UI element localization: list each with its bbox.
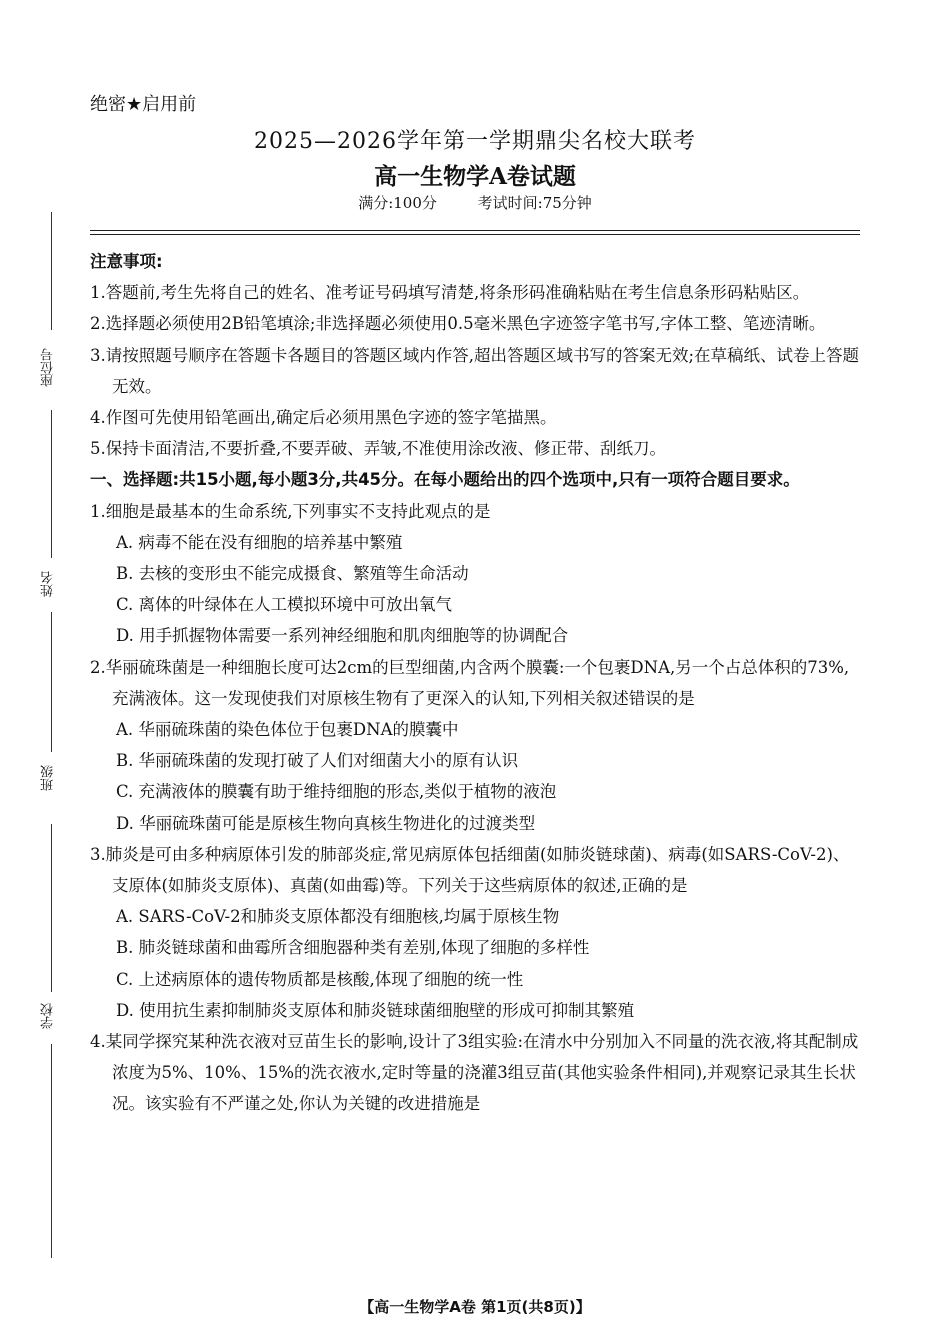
notice-item: 1.答题前,考生先将自己的姓名、准考证号码填写清楚,将条形码准确粘贴在考生信息条形码粘贴区。 bbox=[90, 283, 810, 303]
binding-line bbox=[51, 612, 52, 752]
question-stem: 1.细胞是最基本的生命系统,下列事实不支持此观点的是 bbox=[90, 501, 491, 521]
question-option: B. 去核的变形虫不能完成摄食、繁殖等生命活动 bbox=[116, 564, 469, 584]
full-score: 满分:100分 bbox=[358, 194, 437, 212]
paper-title: 高一生物学A卷试题 bbox=[374, 163, 576, 190]
notice-item: 2.选择题必须使用2B铅笔填涂;非选择题必须使用0.5毫米黑色字迹签字笔书写,字体工整、笔迹清晰。 bbox=[90, 314, 826, 334]
question-option: C. 上述病原体的遗传物质都是核酸,体现了细胞的统一性 bbox=[116, 969, 524, 989]
exam-title: 2025—2026学年第一学期鼎尖名校大联考 bbox=[254, 129, 696, 154]
question-stem: 3.肺炎是可由多种病原体引发的肺部炎症,常见病原体包括细菌(如肺炎链球菌)、病毒(如SARS-CoV-2)、支原体(如肺炎支原体)、真菌(如曲霉)等。下列关于这些病原体的叙述,正确的是 bbox=[90, 844, 850, 896]
question-option: D. 用手抓握物体需要一系列神经细胞和肌肉细胞等的协调配合 bbox=[116, 626, 569, 646]
exam-content bbox=[90, 246, 860, 1120]
notice-item: 3.请按照题号顺序在答题卡各题目的答题区域内作答,超出答题区域书写的答案无效;在草稿纸、试卷上答题无效。 bbox=[90, 345, 860, 396]
binding-line bbox=[51, 1044, 52, 1258]
question-option: B. 华丽硫珠菌的发现打破了人们对细菌大小的原有认识 bbox=[116, 751, 519, 771]
notice-title: 注意事项: bbox=[90, 252, 163, 271]
question-option: D. 使用抗生素抑制肺炎支原体和肺炎链球菌细胞壁的形成可抑制其繁殖 bbox=[116, 1000, 635, 1020]
question-option: B. 肺炎链球菌和曲霉所含细胞器种类有差别,体现了细胞的多样性 bbox=[116, 938, 590, 958]
school-label: 学校 bbox=[41, 1003, 56, 1029]
binding-line bbox=[51, 824, 52, 992]
question-option: C. 离体的叶绿体在人工模拟环境中可放出氧气 bbox=[116, 595, 453, 615]
question-option: C. 充满液体的膜囊有助于维持细胞的形态,类似于植物的液泡 bbox=[116, 782, 557, 802]
header-divider-thin bbox=[90, 234, 860, 235]
seat-number-label: 座位号 bbox=[41, 348, 56, 388]
page-footer: 【高一生物学A卷 第1页(共8页)】 bbox=[359, 1298, 591, 1316]
header-divider bbox=[90, 230, 860, 231]
question-option: A. 病毒不能在没有细胞的培养基中繁殖 bbox=[116, 532, 403, 552]
binding-line bbox=[51, 410, 52, 558]
confidential-label: 绝密★启用前 bbox=[90, 94, 197, 115]
question-option: A. 华丽硫珠菌的染色体位于包裹DNA的膜囊中 bbox=[116, 720, 459, 740]
notice-item: 4.作图可先使用铅笔画出,确定后必须用黑色字迹的签字笔描黑。 bbox=[90, 408, 557, 428]
notice-item: 5.保持卡面清洁,不要折叠,不要弄破、弄皱,不准使用涂改液、修正带、刮纸刀。 bbox=[90, 439, 666, 459]
class-label: 班级 bbox=[41, 765, 56, 791]
question-option: D. 华丽硫珠菌可能是原核生物向真核生物进化的过渡类型 bbox=[116, 813, 536, 833]
question-option: A. SARS-CoV-2和肺炎支原体都没有细胞核,均属于原核生物 bbox=[116, 907, 560, 927]
section-heading: 一、选择题:共15小题,每小题3分,共45分。在每小题给出的四个选项中,只有一项符合题目要求。 bbox=[90, 470, 800, 490]
exam-time: 考试时间:75分钟 bbox=[477, 194, 592, 212]
name-label: 姓名 bbox=[41, 571, 56, 597]
question-stem: 2.华丽硫珠菌是一种细胞长度可达2cm的巨型细菌,内含两个膜囊:一个包裹DNA,另一个占总体积的73%,充满液体。这一发现使我们对原核生物有了更深入的认知,下列相关叙述错误的是 bbox=[90, 657, 850, 708]
score-time-line bbox=[0, 192, 950, 213]
question-stem: 4.某同学探究某种洗衣液对豆苗生长的影响,设计了3组实验:在清水中分别加入不同量的洗衣液,将其配制成浓度为5%、10%、15%的洗衣液水,定时等量的浇灌3组豆苗(其他实验条件相同),并观察记录其生长状况。该实验有不严谨之处,你认为关键的改进措施是 bbox=[90, 1032, 859, 1114]
binding-line bbox=[51, 212, 52, 330]
